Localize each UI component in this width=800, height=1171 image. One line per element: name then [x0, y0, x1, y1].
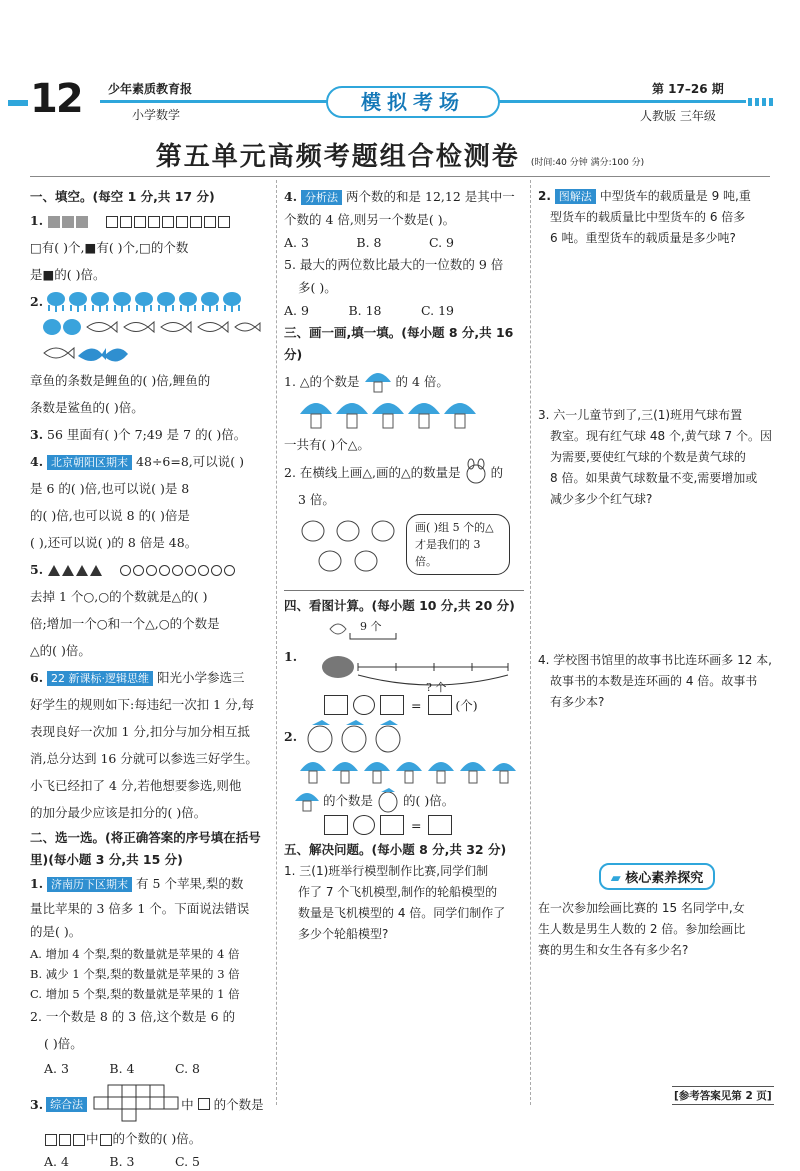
mushroom-row — [284, 755, 524, 785]
rabbit-group — [284, 514, 524, 575]
book-icon: ▰ — [610, 871, 621, 886]
title-meta: (时间:40 分钟 满分:100 分) — [530, 158, 645, 168]
equation-row: = (个) — [284, 695, 524, 715]
q4-text: 的( )倍,也可以说 8 的( )倍是 — [30, 508, 190, 523]
mc-option[interactable]: A. 9 — [284, 303, 309, 318]
mc-option[interactable]: A. 4 — [44, 1154, 69, 1169]
section-heading: 二、选一选。(将正确答案的序号填在括号里)(每小题 3 分,共 15 分) — [30, 830, 261, 867]
problem-4: 有多少本? — [550, 695, 605, 709]
mc-option[interactable]: B. 18 — [348, 303, 382, 318]
question-tag: 图解法 — [555, 189, 596, 204]
mushroom-icon — [298, 755, 518, 785]
question-tag: 济南历下区期末 — [47, 877, 132, 892]
mc-q2-text: ( )倍。 — [44, 1036, 83, 1051]
problem-2: 2. 图解法 中型货车的载质量是 9 吨,重 — [538, 189, 751, 203]
header-stripes — [748, 98, 774, 106]
section-heading: 四、看图计算。(每小题 10 分,共 20 分) — [284, 598, 515, 613]
speech-bubble: 画( )组 5 个的△才是我们的 3 倍。 — [406, 514, 510, 575]
column-3 — [538, 186, 776, 961]
problem-2: 6 吨。重型货车的载质量是多少吨? — [550, 231, 736, 245]
q6-text: 的加分最少应该是扣分的( )倍。 — [30, 805, 207, 820]
problem-2: 型货车的载质量比中型货车的 6 倍多 — [550, 210, 746, 224]
mushroom-icon — [363, 368, 393, 394]
subject: 小学数学 — [132, 108, 181, 122]
options-row — [30, 1153, 200, 1171]
svg-text:? 个: ? 个 — [426, 681, 447, 694]
mc-q1-text: 量比苹果的 3 倍多 1 个。下面说法错误 — [30, 901, 250, 916]
footer-answer-ref: [参考答案见第 2 页] — [672, 1086, 774, 1105]
mc-option[interactable]: B. 3 — [109, 1154, 135, 1169]
options-row — [284, 232, 454, 254]
banner-title: 模拟考场 — [326, 86, 500, 118]
draw-q2-text: 3 倍。 — [298, 492, 335, 507]
q2-text: 条数是鲨鱼的( )倍。 — [30, 400, 144, 415]
mc-option[interactable]: B. 4 — [109, 1061, 135, 1076]
edition: 人教版 三年级 — [640, 109, 716, 123]
mc-q4-text: 个数的 4 倍,则另一个数是( )。 — [284, 212, 456, 227]
paper-name: 少年素质教育报 — [108, 82, 193, 96]
problem-1: 作了 7 个飞机模型,制作的轮船模型的 — [298, 885, 498, 899]
q2-text: 章鱼的条数是鲤鱼的( )倍,鲤鱼的 — [30, 373, 211, 388]
shark-icon — [42, 340, 132, 366]
fish-icon — [42, 316, 262, 338]
mc-question-5: 5. 最大的两位数比最大的一位数的 9 倍 — [284, 257, 504, 272]
q4-text: ( ),还可以说( )的 8 倍是 48。 — [30, 535, 198, 550]
options-row — [284, 300, 454, 322]
picture-q2-text: 的个数是 的( )倍。 — [284, 787, 524, 813]
octopus-icon — [46, 291, 246, 313]
picture-question-1: 1. 9 个 ? 个 — [284, 619, 524, 693]
page-title: 第五单元高频考题组合检测卷 (时间:40 分钟 满分:100 分) — [155, 142, 645, 172]
mc-question-4: 4. 分析法 两个数的和是 12,12 是其中一 — [284, 189, 515, 204]
question-tag: 22 新课标·逻辑思维 — [47, 671, 153, 686]
diagram-label: 9 个 — [360, 620, 382, 633]
draw-q1-text: 一共有( )个△。 — [284, 437, 370, 452]
mc-q5-text: 多( )。 — [298, 280, 337, 295]
mc-option[interactable]: C. 19 — [421, 303, 454, 318]
rabbit-icon — [464, 459, 488, 485]
mc-question-1: 1. 济南历下区期末 有 5 个苹果,梨的数 — [30, 876, 244, 891]
column-2 — [284, 186, 524, 945]
core-question: 赛的男生和女生各有多少名? — [538, 943, 689, 957]
mc-option[interactable]: C. 5 — [174, 1154, 200, 1169]
divider — [30, 176, 770, 177]
section-heading: 五、解决问题。(每小题 8 分,共 32 分) — [284, 842, 507, 857]
q5-text: 去掉 1 个○,○的个数就是△的( ) — [30, 589, 208, 604]
problem-4: 故事书的本数是连环画的 4 倍。故事书 — [550, 674, 758, 688]
mc-option[interactable]: A. 3 — [44, 1061, 69, 1076]
q6-text: 好学生的规则如下:每违纪一次扣 1 分,每 — [30, 697, 255, 712]
mc-question-3: 3. 综合法 中 的个数是 — [30, 1084, 270, 1124]
mc-option[interactable]: B. 减少 1 个梨,梨的数量就是苹果的 3 倍 — [30, 967, 240, 981]
mc-option[interactable]: C. 增加 5 个梨,梨的数量就是苹果的 1 倍 — [30, 987, 240, 1001]
question-6: 6. 22 新课标·逻辑思维 阳光小学参选三 — [30, 670, 245, 685]
mushroom-icon — [294, 788, 320, 812]
question-tag: 综合法 — [46, 1097, 87, 1112]
picture-question-2: 2. — [284, 719, 524, 753]
mc-option[interactable]: C. 8 — [174, 1061, 200, 1076]
question-tag: 分析法 — [301, 190, 342, 205]
section-heading: 一、填空。(每空 1 分,共 17 分) — [30, 189, 215, 204]
issue-number: 第 17–26 期 — [652, 82, 724, 96]
problem-1: 多少个轮船模型? — [298, 927, 389, 941]
section-heading: 三、画一画,填一填。(每小题 8 分,共 16 分) — [284, 325, 514, 362]
column-1 — [30, 186, 270, 1171]
draw-question-2: 2. 在横线上画△,画的△的数量是 的 — [284, 459, 524, 485]
column-divider — [276, 180, 277, 1105]
mc-q1-text: 的是( )。 — [30, 924, 82, 939]
mc-option[interactable]: A. 增加 4 个梨,梨的数量就是苹果的 4 倍 — [30, 947, 240, 961]
core-section-title: ▰ 核心素养探究 — [599, 863, 716, 890]
question-1: 1. — [30, 208, 270, 233]
problem-3: 教室。现有红气球 48 个,黄气球 7 个。因 — [550, 429, 772, 443]
mushroom-icon — [298, 396, 478, 430]
q6-text: 消,总分达到 16 分就可以参选三好学生。 — [30, 751, 258, 766]
problem-3: 为需要,要使红气球的个数是黄气球的 — [550, 450, 746, 464]
mc-q3-text: 中 的个数的( )倍。 — [30, 1126, 270, 1151]
equation-row: = — [284, 815, 524, 835]
problem-4: 4. 学校图书馆里的故事书比连环画多 12 本, — [538, 653, 772, 667]
q6-text: 小飞已经扣了 4 分,若他想要参选,则他 — [30, 778, 242, 793]
q6-text: 表现良好一次加 1 分,扣分与加分相互抵 — [30, 724, 250, 739]
mc-question-2: 2. 一个数是 8 的 3 倍,这个数是 6 的 — [30, 1009, 236, 1024]
rabbit-icon — [298, 515, 398, 575]
column-divider — [530, 180, 531, 1105]
q5-text: △的( )倍。 — [30, 643, 91, 658]
options-row — [30, 1058, 200, 1080]
q5-text: 倍;增加一个○和一个△,○的个数是 — [30, 616, 220, 631]
question-2: 2. — [30, 289, 270, 366]
q1-text: □有( )个,■有( )个,□的个数 — [30, 240, 189, 255]
page-number: 12 — [30, 76, 82, 122]
question-tag: 北京朝阳区期末 — [47, 455, 132, 470]
grid-figure-icon — [94, 1084, 178, 1124]
core-question: 在一次参加绘画比赛的 15 名同学中,女 — [538, 901, 745, 915]
question-3: 3. 56 里面有( )个 7;49 是 7 的( )倍。 — [30, 427, 247, 442]
mango-icon — [376, 787, 400, 813]
question-5: 5. — [30, 557, 270, 582]
problem-3: 8 倍。如果黄气球数量不变,需要增加或 — [550, 471, 758, 485]
mango-icon — [300, 719, 410, 753]
core-question: 生人数是男生人数的 2 倍。参加绘画比 — [538, 922, 746, 936]
mc-option[interactable]: B. 8 — [356, 235, 382, 250]
problem-1: 数量是飞机模型的 4 倍。同学们制作了 — [298, 906, 506, 920]
problem-3: 3. 六一儿童节到了,三(1)班用气球布置 — [538, 408, 743, 422]
mushroom-row — [284, 396, 524, 430]
question-4: 4. 北京朝阳区期末 48÷6=8,可以说( ) — [30, 454, 245, 469]
mc-option[interactable]: C. 9 — [428, 235, 454, 250]
problem-1: 1. 三(1)班举行模型制作比赛,同学们制 — [284, 864, 489, 878]
mc-option[interactable]: A. 3 — [284, 235, 309, 250]
problem-3: 减少多少个红气球? — [550, 492, 653, 506]
q1-text: 是■的( )倍。 — [30, 267, 106, 282]
q4-text: 是 6 的( )倍,也可以说( )是 8 — [30, 481, 190, 496]
draw-question-1: 1. △的个数是 的 4 倍。 — [284, 368, 524, 394]
bar-diagram-icon — [300, 619, 520, 693]
